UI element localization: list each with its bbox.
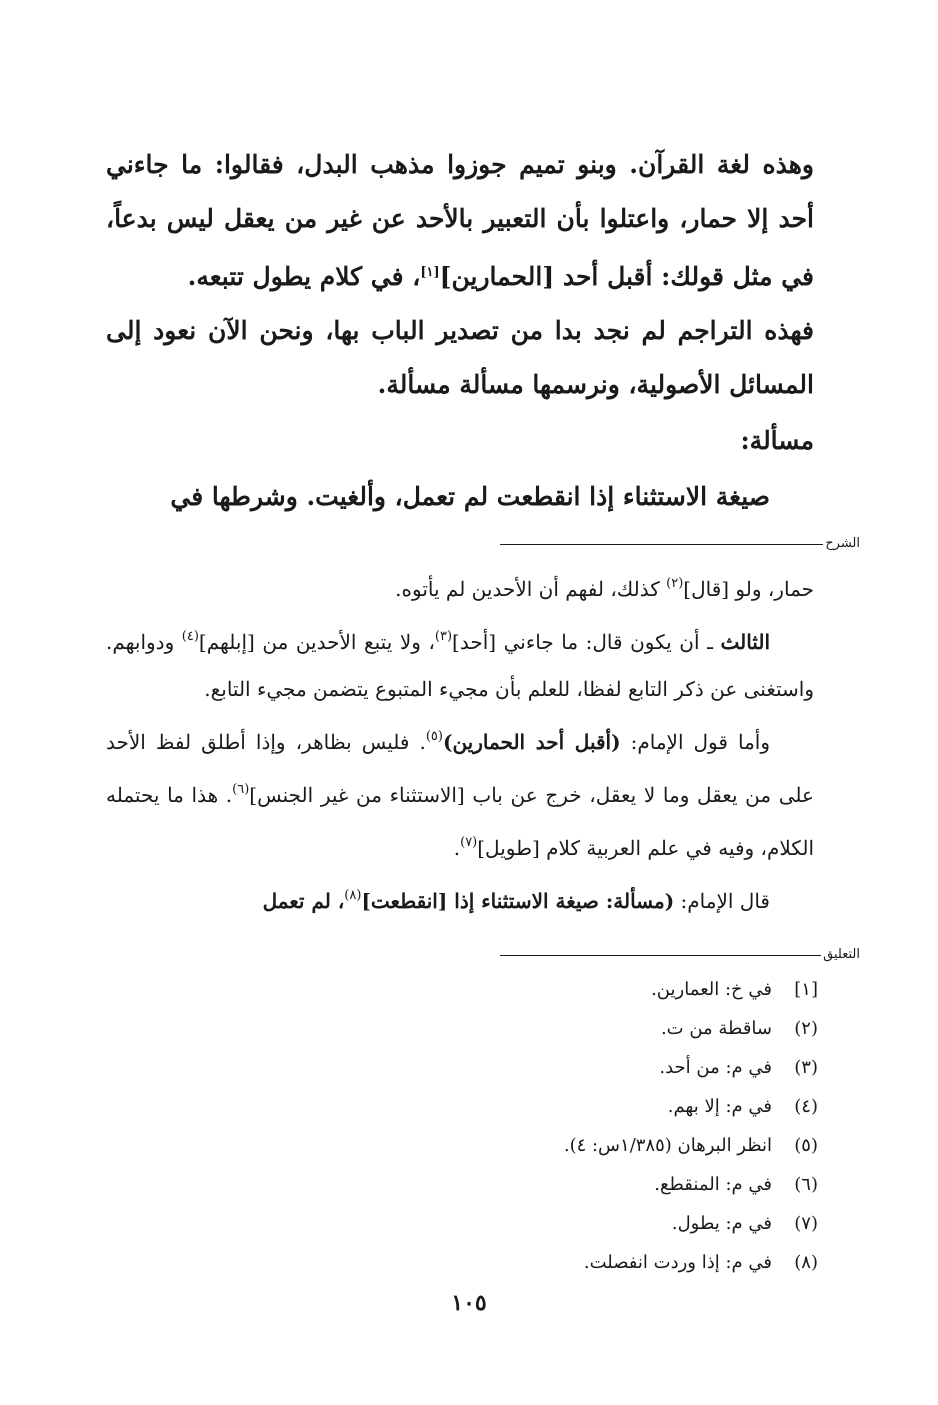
taliq-divider [500,947,860,962]
footnote-item [398,1009,818,1048]
footnote-ref: (٣) [434,629,453,644]
commentary-text-span: كذلك، لفهم أن الأحدين لم يأتوه. [395,577,667,601]
commentary-text-span: ودوابهم. واستغنى عن ذكر التابع لفظا، للعلم بأن مجيء المتبوع يتضمن مجيء التابع. [106,630,814,701]
page-number: ١٠٥ [451,1290,487,1316]
footnote-number: (٢) [794,1018,818,1039]
footnote-text: في م: يطول. [671,1213,772,1234]
footnote-text: في م: المنقطع. [654,1174,772,1195]
taliq-rule [500,955,821,956]
footnote-ref: (٧) [460,835,478,850]
commentary-bold: ، لم تعمل [262,889,345,913]
footnote-item [398,1204,818,1243]
main-text [106,138,814,524]
footnote-text: ساقطة من ت. [660,1018,772,1039]
main-paragraph-1-text: وهذه لغة القرآن. وبنو تميم جوزوا مذهب البدل، فقالوا: ما جاءني أحد إلا حمار، واعتلوا بأن التعبير بالأحد عن غير من يعقل ليس بدعاً، في مثل قولك: أقبل أحد [الحمارين] [106,150,814,291]
main-paragraph-1 [106,138,814,304]
commentary-text-span: . فليس بظاهر، وإذا أطلق لفظ الأحد على من يعقل وما لا يعقل، خرج عن باب [الاستثناء من غير الجنس] [106,730,814,807]
sharh-rule [500,544,823,545]
footnote-number: (٤) [794,1096,818,1117]
sharh-label: الشرح [825,536,860,551]
footnote-item [398,1126,818,1165]
commentary-text-span: ، ولا يتبع الأحدين من [إبلهم] [198,630,435,654]
footnote-number: [١] [794,979,818,1000]
main-paragraph-1-end: ، في كلام يطول تتبعه. [187,262,421,291]
commentary-bold: (مسألة: صيغة الاستثناء إذا [انقطعت] [361,889,675,913]
commentary-text-span: . هذا ما يحتمله الكلام، وفيه في علم العربية كلام [طويل] [106,783,814,860]
sharh-divider [500,536,860,551]
commentary-text-span: قال الإمام: [674,889,770,913]
footnote-ref: (٤) [181,629,199,644]
footnote-item [398,1048,818,1087]
commentary-text-span: حمار، ولو [قال] [683,577,814,601]
footnote-number: (٨) [794,1252,818,1273]
footnote-text: في م: إذا وردت انفصلت. [583,1252,772,1273]
footnote-number: (٥) [794,1135,818,1156]
footnote-text: في م: إلا بهم. [667,1096,772,1117]
section-heading: مسألة: [740,426,814,455]
commentary-text-span: ـ أن يكون قال: ما جاءني [أحد] [452,630,721,654]
commentary-line-1 [106,560,814,613]
footnote-number: (٦) [794,1174,818,1195]
commentary-paragraph-3 [106,713,814,872]
footnote-text: في خ: العمارين. [651,979,772,1000]
taliq-label: التعليق [823,947,860,962]
footnote-number: (٧) [794,1213,818,1234]
footnote-ref: (٥) [425,729,443,744]
commentary-text-span: وأما قول الإمام: [620,730,771,754]
commentary-text-span: . [453,836,461,860]
footnote-ref: [١] [420,265,440,280]
footnotes-list [398,970,818,1282]
footnote-ref: (٢) [666,576,684,591]
footnote-text: انظر البرهان (١/٣٨٥س: ٤). [563,1135,772,1156]
footnote-item [398,970,818,1009]
footnote-item [398,1087,818,1126]
footnote-item [398,1165,818,1204]
commentary-paragraph-4 [106,872,814,925]
footnote-text: في م: من أحد. [659,1057,772,1078]
footnote-number: (٣) [794,1057,818,1078]
main-paragraph-3: صيغة الاستثناء إذا انقطعت لم تعمل، وألغيت. وشرطها في [170,482,770,511]
footnote-ref: (٨) [344,888,362,903]
commentary-paragraph-2 [106,613,814,713]
commentary-bold: الثالث [720,630,770,654]
commentary-text [106,560,814,925]
main-paragraph-2: فهذه التراجم لم نجد بدا من تصدير الباب بها، ونحن الآن نعود إلى المسائل الأصولية، ونرسمها مسألة مسألة. [106,316,814,399]
footnote-ref: (٦) [232,782,250,797]
commentary-bold: (أقبل أحد الحمارين) [442,730,621,754]
footnote-item [398,1243,818,1282]
